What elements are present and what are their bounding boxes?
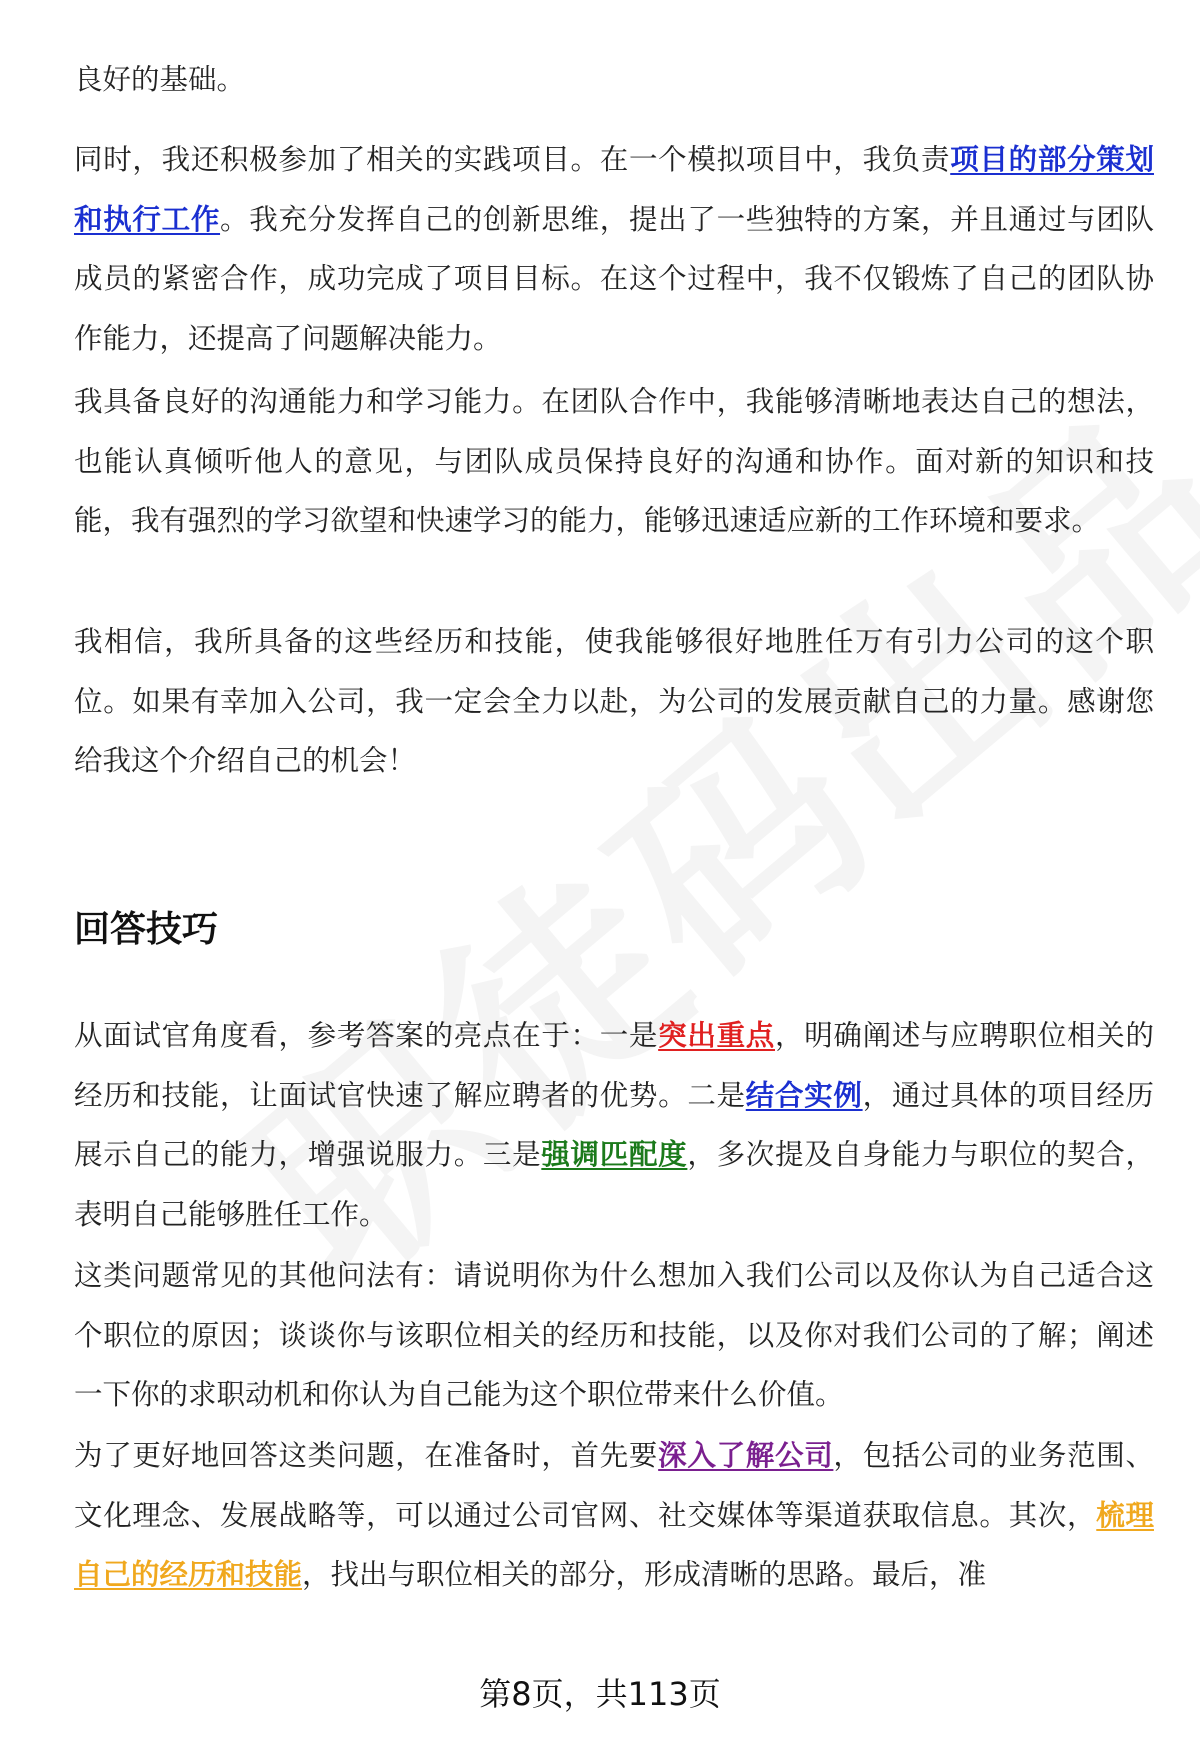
paragraph-text: 这类问题常见的其他问法有：请说明你为什么想加入我们公司以及你认为自己适合这个职位的原因；谈谈你与该职位相关的经历和技能，以及你对我们公司的了解；阐述一下你的求职动机和你认为自己能为这个职位带来什么价值。 xyxy=(74,1259,1154,1411)
highlight-phrase: 突出重点 xyxy=(658,1019,775,1052)
paragraph-text: 同时，我还积极参加了相关的实践项目。在一个模拟项目中，我负责 xyxy=(74,143,951,176)
paragraph xyxy=(74,1426,1154,1605)
section-heading: 回答技巧 xyxy=(74,909,219,950)
highlight-phrase: 梳理自己的经历和技能 xyxy=(74,1498,1154,1591)
highlight-phrase: 结合实例 xyxy=(745,1078,863,1112)
paragraph-text: ，明确阐述与应聘职位相关的经历和技能，让面试官快速了解应聘者的优势。二是 xyxy=(74,1019,1154,1112)
paragraph-text: ，多次提及自身能力与职位的契合，表明自己能够胜任工作。 xyxy=(74,1138,1154,1231)
paragraph xyxy=(74,130,1154,368)
paragraph xyxy=(74,1246,1154,1425)
highlight-phrase: 项目的部分策划和执行工作 xyxy=(74,143,1154,236)
paragraph-text: 我相信，我所具备的这些经历和技能，使我能够很好地胜任万有引力公司的这个职位。如果有幸加入公司，我一定会全力以赴，为公司的发展贡献自己的力量。感谢您给我这个介绍自己的机会！ xyxy=(74,625,1154,777)
paragraph xyxy=(74,50,1154,110)
paragraph-text: ，包括公司的业务范围、文化理念、发展战略等，可以通过公司官网、社交媒体等渠道获取信息。其次， xyxy=(74,1439,1154,1532)
paragraph-text: ，找出与职位相关的部分，形成清晰的思路。最后，准 xyxy=(302,1558,987,1591)
paragraph xyxy=(74,372,1154,551)
paragraph-text: 。我充分发挥自己的创新思维，提出了一些独特的方案，并且通过与团队成员的紧密合作，成功完成了项目目标。在这个过程中，我不仅锻炼了自己的团队协作能力，还提高了问题解决能力。 xyxy=(74,202,1154,355)
paragraph-text: 我具备良好的沟通能力和学习能力。在团队合作中，我能够清晰地表达自己的想法，也能认真倾听他人的意见，与团队成员保持良好的沟通和协作。面对新的知识和技能，我有强烈的学习欲望和快速学习的能力，能够迅速适应新的工作环境和要求。 xyxy=(74,385,1154,537)
paragraph xyxy=(74,1006,1154,1244)
paragraph-text: ，通过具体的项目经历展示自己的能力，增强说服力。三是 xyxy=(74,1078,1154,1171)
highlight-phrase: 强调匹配度 xyxy=(541,1138,688,1171)
paragraph-text: 为了更好地回答这类问题，在准备时，首先要 xyxy=(74,1439,659,1472)
paragraph xyxy=(74,612,1154,791)
paragraph-text: 良好的基础。 xyxy=(74,63,246,96)
page-number-footer: 第8页，共113页 xyxy=(479,1675,721,1713)
highlight-phrase: 深入了解公司 xyxy=(658,1439,834,1472)
paragraph-text: 从面试官角度看，参考答案的亮点在于：一是 xyxy=(74,1019,659,1052)
